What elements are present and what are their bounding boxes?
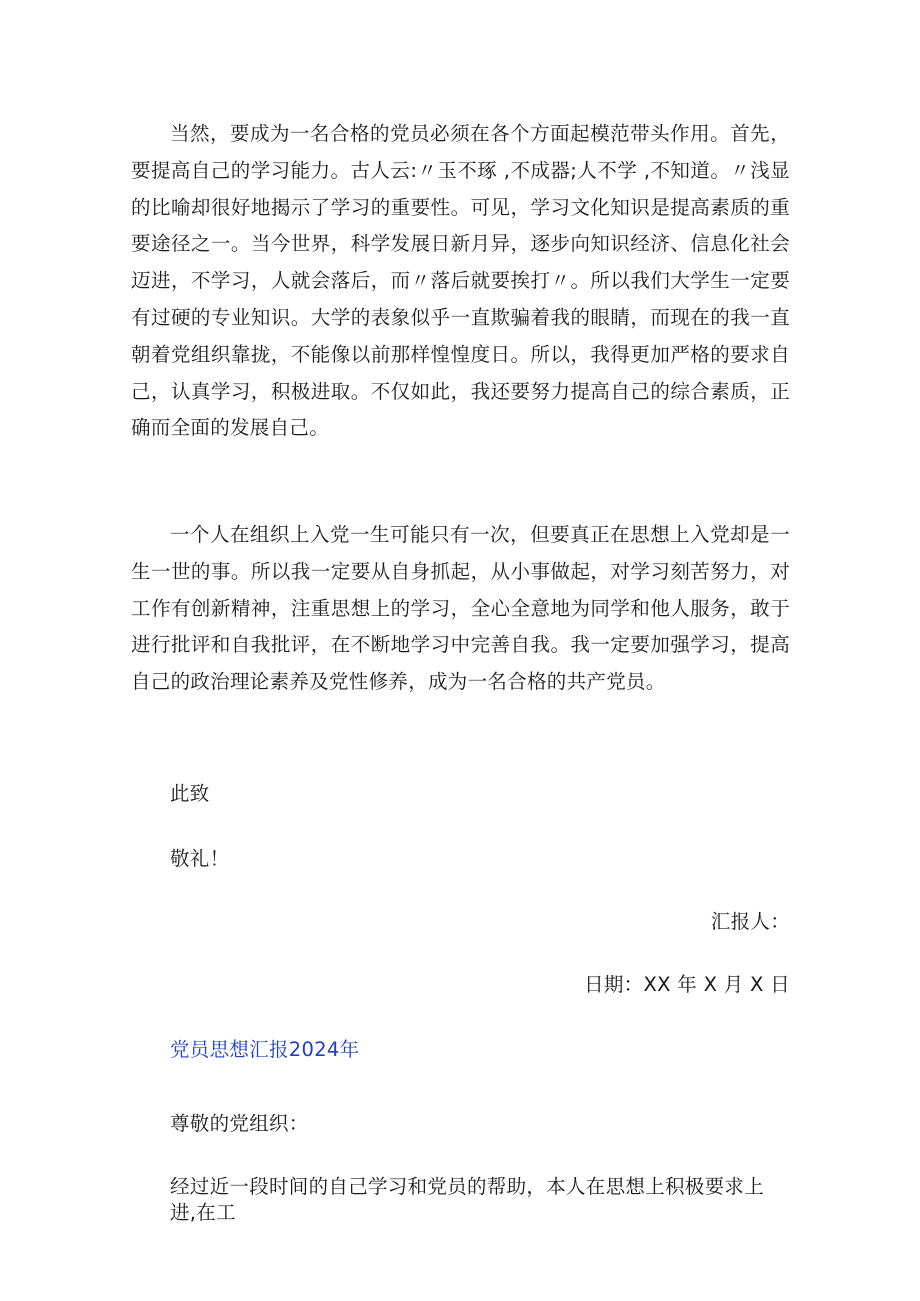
paragraph-text: 当然，要成为一名合格的党员必须在各个方面起模范带头作用。首先，要提高自己的学习能力。古人云:〃玉不琢 ,不成器;人不学 ,不知道。〃浅显的比喻却很好地揭示了学习的重要性。可见，学习文化知识是提高素质的重要途径之一。当今世界，科学发展日新月异，逐步向知识经济、信息化社会迈进，不学习，人就会落后，而〃落后就要挨打〃。所以我们大学生一定要有过硬的专业知识。大学的表象似乎一直欺骗着我的眼睛，而现在的我一直朝着党组织靠拢，不能像以前那样惶惶度日。所以，我得更加严格的要求自己，认真学习，积极进取。不仅如此，我还要努力提高自己的综合素质，正确而全面的发展自己。 (131, 122, 790, 440)
greeting-line (131, 1111, 790, 1137)
salute-text: 敬礼！ (170, 847, 230, 870)
reporter-line (131, 909, 790, 935)
salute-line (131, 846, 790, 872)
paragraph-commitment (131, 517, 790, 701)
closing-line (131, 781, 790, 807)
reporter-text: 汇报人： (710, 910, 790, 933)
date-text: 日期：XX 年 X 月 X 日 (584, 973, 790, 996)
date-line (131, 972, 790, 998)
next-intro-line (131, 1174, 790, 1226)
paragraph-study (131, 116, 790, 447)
next-report-title-link[interactable]: 党员思想汇报2024年 (170, 1038, 360, 1061)
closing-text: 此致 (170, 782, 210, 805)
next-intro-text: 经过近一段时间的自己学习和党员的帮助，本人在思想上积极要求上进,在工 (170, 1175, 765, 1224)
paragraph-text: 一个人在组织上入党一生可能只有一次，但要真正在思想上入党却是一生一世的事。所以我一定要从自身抓起，从小事做起，对学习刻苦努力，对工作有创新精神，注重思想上的学习，全心全意地为同学和他人服务，敢于进行批评和自我批评，在不断地学习中完善自我。我一定要加强学习，提高自己的政治理论素养及党性修养，成为一名合格的共产党员。 (131, 523, 790, 694)
next-report-title[interactable] (131, 1037, 790, 1063)
greeting-text: 尊敬的党组织： (170, 1112, 309, 1135)
